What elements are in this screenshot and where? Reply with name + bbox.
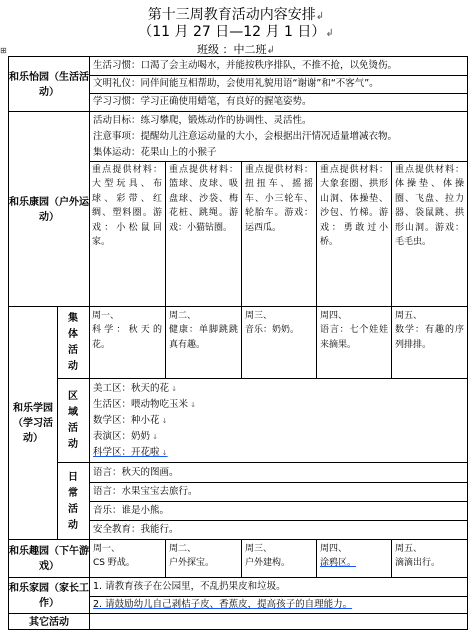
daily-item: 语言：水果宝宝去旅行。 [93,486,198,497]
daily-item: 安全教育：我能行。 [93,524,179,535]
area-item: 表演区：奶奶 ↓ [93,431,159,442]
sports-line: 注意事项：提醒幼儿注意运动量的大小，会根据出汗情况适量增减衣物。 [93,131,398,142]
life-line: 学习习惯：学习正确使用蜡笔，有良好的握笔姿势。 [93,96,312,107]
category-sports: 和乐康园（户外运动） [9,196,89,223]
area-item: 生活区：喂动物吃玉米 ↓ [93,399,197,410]
category-other: 其它活动 [29,616,69,628]
category-family: 和乐家园（家长工作） [9,583,89,609]
collective-day-cell: 周三、 音乐：奶奶。 [241,307,316,379]
fun-day-cell: 周三、 户外建构。 [241,540,316,578]
page-title: 第十三周教育活动内容安排↲ [147,7,325,23]
sports-line: 集体运动：花果山上的小猴子 [93,147,217,158]
daily-item: 语言：秋天的图画。 [93,467,179,478]
sports-day-cell: 重点提供材料：大型玩具、布球、彩带、红绸、塑料圈。游戏：小松鼠回家。 [92,165,162,248]
line-divider [89,520,467,521]
family-item: 2. 请鼓励幼儿自己剥桔子皮、香蕉皮，提高孩子的自理能力。 [93,599,353,610]
sports-line: 活动目标：练习攀爬，锻炼动作的协调性、灵活性。 [93,115,312,126]
life-line: 生活习惯：口渴了会主动喝水，并能按秩序排队，不推不抢，以免烫伤。 [93,60,398,71]
category-fun: 和乐趣园（下午游戏） [9,546,89,572]
collective-day-cell: 周一、 科学：秋天的花。 [92,311,162,350]
date-range: （11 月 27 日—12 月 1 日）↲ [138,24,334,40]
class-label: 班级 ：中二班↲ [197,43,275,56]
schedule-table [8,56,468,630]
table-anchor-icon[interactable]: ⊞ [0,46,7,55]
area-item: 科学区：开花啦 ↓ [93,447,168,458]
daily-item: 音乐：谁是小熊。 [93,505,170,516]
sports-day-cell: 重点提供材料：篮球、皮球、吸盘球、沙袋、梅花桩、跳绳。游戏：小猫钻圈。 [165,161,241,307]
category-life: 和乐怡园（生活活动） [9,71,89,98]
area-label: 区域活动 [68,391,78,450]
fun-day-cell: 周二、 户外探宝。 [165,540,241,578]
line-divider [89,501,467,502]
fun-day-cell: 周四、 涂鸦区。 [316,540,391,578]
sports-day-cell: 重点提供材料：大象套圈、拱形山洞、体操垫、沙包、竹梯。游戏：勇敢过小桥。 [316,161,391,307]
family-item: 1. 请教育孩子在公园里，不乱扔果皮和垃圾。 [93,581,286,592]
area-item: 数学区：种小花 ↓ [93,415,168,426]
col-divider [89,57,90,112]
sports-day-cell: 重点提供材料：体操垫、体操圈、飞盘、拉力器、袋鼠跳、拱形山洞。游戏：毛毛虫。 [391,161,467,307]
col-divider [89,614,90,630]
collective-label: 集体活动 [68,313,78,372]
collective-day-cell: 周二、 健康：单脚跳跳真有趣。 [165,307,241,379]
fun-day-cell: 周一、 CS 野战。 [89,540,165,578]
collective-day-cell: 周五、 数学：有趣的序列排排。 [391,307,467,379]
category-learning: 和乐学园（学习活动） [13,403,53,444]
line-divider [89,482,467,483]
fun-day-cell: 周五、 滴滴出行。 [391,540,467,578]
daily-label: 日常活动 [68,471,78,531]
collective-day-cell: 周四、 语言：七个娃娃来摘果。 [316,307,391,379]
area-item: 美工区：秋天的花 ↓ [93,383,178,394]
sports-day-cell: 重点提供材料：扭扭车、摇摇车、小三轮车、轮胎车。游戏：运西瓜。 [241,161,316,307]
life-line: 文明礼仪：同伴间能互相帮助，会使用礼貌用语“谢谢”和“不客气”。 [93,78,379,89]
